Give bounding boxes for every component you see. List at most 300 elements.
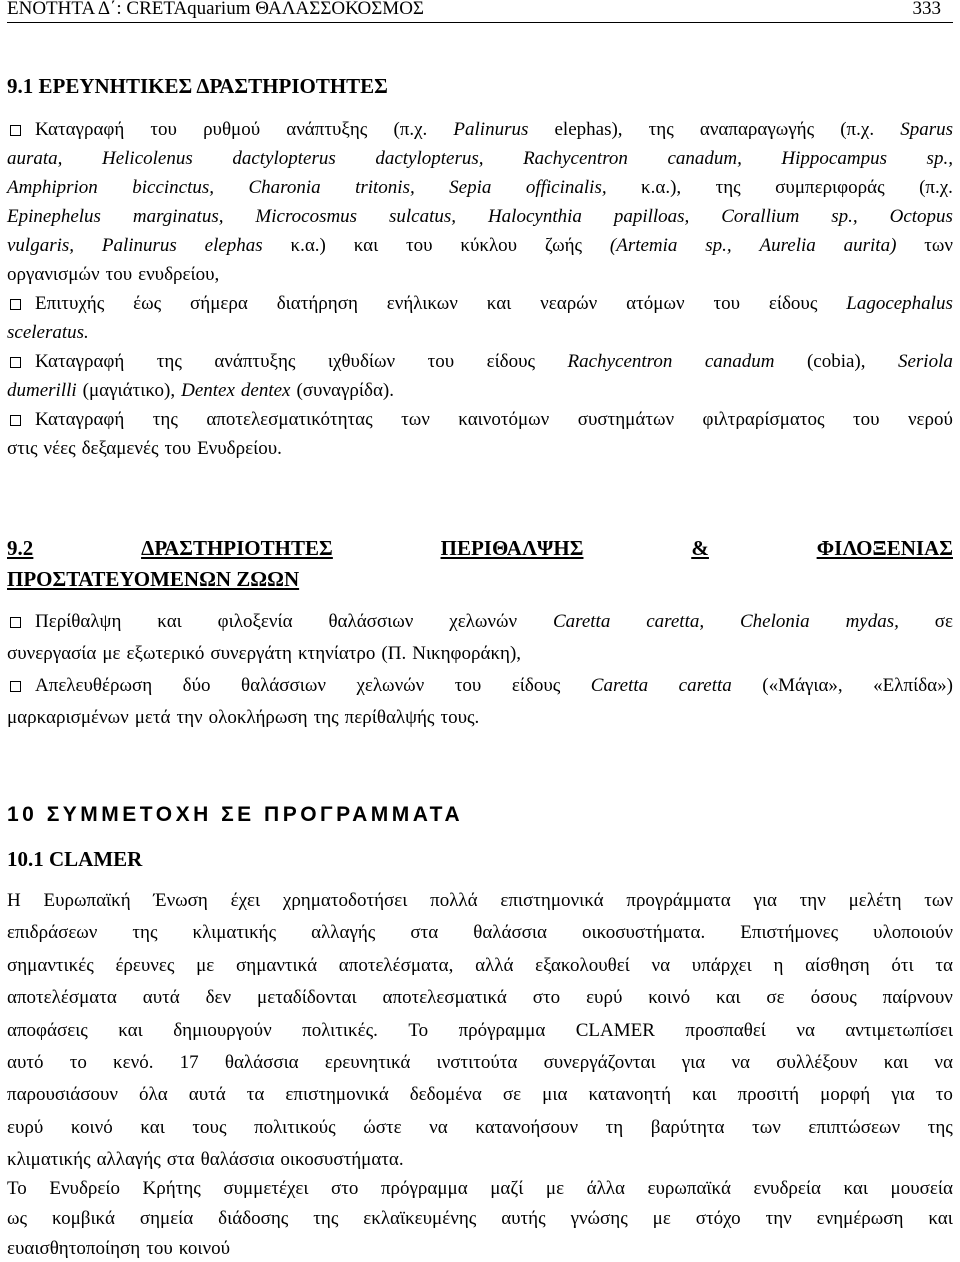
word: Rachycentron [523, 148, 628, 169]
word: πολλά [430, 890, 478, 911]
word: συνεργάτη [210, 643, 292, 664]
word: αποφάσεις [7, 1019, 88, 1041]
section-9-2-word-2: ΠΕΡΙΘΑΛΨΗΣ [440, 536, 584, 560]
checkbox-bullet-icon [10, 357, 21, 368]
text-line [7, 378, 953, 404]
word: ιχθυδίων [327, 351, 396, 372]
word: όσους [810, 987, 857, 1009]
word: μια [542, 1084, 568, 1106]
word: των [924, 235, 953, 256]
text-line [35, 609, 953, 635]
word: sp., [831, 206, 858, 227]
word: Επιστήμονες [740, 922, 839, 944]
section-9-1-title: 9.1 ΕΡΕΥΝΗΤΙΚΕΣ ΔΡΑΣΤΗΡΙΟΤΗΤΕΣ [7, 74, 388, 98]
word: sceleratus. [7, 322, 89, 343]
word: biccinctus, [132, 177, 215, 198]
word: προσιτή [737, 1084, 800, 1106]
word: καινοτόμων [458, 409, 550, 430]
text-line [7, 920, 953, 946]
word: της [313, 1207, 339, 1229]
word: χελωνών [356, 675, 425, 696]
text-line [7, 1115, 953, 1141]
word: (π.χ. [919, 177, 953, 198]
word: κύκλου [460, 235, 518, 256]
word: πρόγραμμα [380, 1177, 468, 1199]
word: μουσεία [890, 1177, 953, 1199]
word: επιπτώσεων [808, 1116, 901, 1138]
word: papilloas, [613, 206, 690, 227]
word: δύο [182, 675, 211, 696]
word: αλλά [475, 954, 514, 976]
word: dactylopterus [232, 148, 336, 169]
header-title: ΕΝΟΤΗΤΑ Δ΄: CRETAquarium ΘΑΛΑΣΣΟΚΟΣΜΟΣ [7, 0, 424, 19]
word: είδους [511, 675, 561, 696]
word: sp., [705, 235, 732, 256]
word: χρηματοδοτήσει [282, 890, 408, 911]
word: Caretta [552, 611, 611, 632]
word: τους [192, 1116, 227, 1138]
word: είδους [486, 351, 536, 372]
word: και [157, 611, 182, 632]
word: έχει [230, 890, 261, 911]
word: της [313, 707, 339, 728]
word: του [852, 409, 880, 430]
text-line [7, 175, 953, 201]
text-line [7, 146, 953, 172]
word: του [146, 1237, 173, 1259]
word: Corallium [721, 206, 800, 227]
word: Halocynthia [487, 206, 582, 227]
word: caretta [678, 675, 732, 696]
word: Chelonia [740, 611, 810, 632]
word: αποτελέσματα [7, 987, 117, 1009]
word: ότι [891, 954, 914, 976]
text-line [7, 262, 953, 288]
word: ως [7, 1207, 28, 1229]
word: CLAMER [575, 1019, 655, 1041]
text-line [7, 1147, 953, 1173]
word: να [651, 954, 671, 976]
word: για [681, 1052, 706, 1073]
word: Sparus [900, 119, 953, 140]
word: ευρύ [586, 987, 623, 1009]
text-line [35, 673, 953, 699]
word: συστημάτων [577, 409, 675, 430]
text-line [35, 349, 953, 375]
word: dactylopterus, [375, 148, 484, 169]
checkbox-bullet-icon [10, 681, 21, 692]
word: αυτό [7, 1052, 44, 1073]
checkbox-bullet-icon [10, 617, 21, 628]
word: για [891, 1084, 915, 1106]
word: ενημέρωση [816, 1207, 904, 1229]
word: caretta, [646, 611, 705, 632]
word: μελέτη [848, 890, 902, 911]
word: της [715, 177, 741, 198]
checkbox-bullet-icon [10, 125, 21, 136]
word: φιλτραρίσματος [702, 409, 825, 430]
word: χελωνών [449, 611, 518, 632]
text-line [7, 641, 953, 667]
word: πολιτικούς [254, 1116, 336, 1138]
section-10-1-title: 10.1 CLAMER [7, 847, 143, 871]
word: του [427, 351, 455, 372]
word: ανάπτυξης [286, 119, 368, 140]
word: κ.α.), [641, 177, 682, 198]
word: παίρνουν [882, 987, 953, 1009]
word: ινστιτούτα [436, 1052, 518, 1073]
word: (cobia), [806, 351, 866, 372]
word: στο [532, 987, 561, 1009]
word: Dentex [181, 380, 235, 401]
word: και [928, 1207, 953, 1229]
word: (Artemia [609, 235, 678, 256]
word: αυτής [501, 1207, 546, 1229]
section-9-2-title-line1 [7, 534, 953, 562]
word: σήμερα [190, 293, 248, 314]
word: και [716, 987, 741, 1009]
word: του [150, 119, 177, 140]
word: Charonia [248, 177, 321, 198]
word: νεαρών [540, 293, 598, 314]
word: και [118, 1019, 143, 1041]
word: διατήρηση [276, 293, 358, 314]
word: κτηνίατρο [297, 643, 376, 664]
word: θαλάσσιων [241, 675, 326, 696]
word: Helicolenus [102, 148, 193, 169]
word: και [140, 1116, 165, 1138]
word: Περίθαλψη [35, 611, 122, 632]
document-page [7, 0, 953, 1259]
page-number: 333 [912, 0, 941, 19]
word: στόχο [695, 1207, 741, 1229]
word: officinalis, [525, 177, 607, 198]
word: σημαντικά [236, 954, 318, 976]
word: αλλαγής [311, 922, 376, 944]
word: συνεργασία [7, 643, 97, 664]
word: με [652, 1207, 671, 1229]
word: (μαγιάτικο), [82, 380, 176, 401]
word: Lagocephalus [846, 293, 953, 314]
word: γνώσης [570, 1207, 628, 1229]
word: όλα [139, 1084, 168, 1106]
word: Το [408, 1019, 429, 1041]
word: το [69, 1052, 87, 1073]
word: στα [166, 1149, 195, 1171]
word: κλιματικής [192, 922, 277, 944]
word: περίθαλψής [344, 707, 435, 728]
word: Κρήτης [142, 1177, 201, 1199]
word: elephas), [554, 119, 623, 140]
word: διάδοσης [218, 1207, 289, 1229]
word: θαλάσσια [224, 1052, 299, 1073]
word: να [796, 1019, 815, 1041]
text-line [7, 953, 953, 979]
text-line [35, 407, 953, 433]
word: μεταδίδονται [257, 987, 357, 1009]
word: 17 [179, 1052, 199, 1073]
section-10-title: 10 ΣΥΜΜΕΤΟΧΗ ΣΕ ΠΡΟΓΡΑΜΜΑΤΑ [7, 803, 464, 826]
word: σε [766, 987, 785, 1009]
word: κομβικά [51, 1207, 115, 1229]
word: την [799, 890, 826, 911]
word: με [102, 643, 121, 664]
word: θαλάσσιων [328, 611, 414, 632]
word: μαρκαρισμένων [7, 707, 129, 728]
word: ρυθμού [203, 119, 261, 140]
word: η [773, 954, 784, 976]
word: υλοποιούν [873, 922, 953, 944]
word: κλιματικής [7, 1149, 91, 1171]
word: ανάπτυξης [214, 351, 296, 372]
word: ατόμων [626, 293, 685, 314]
word: των [752, 1116, 781, 1138]
word: μαζί [490, 1177, 524, 1199]
word: συμμετέχει [223, 1177, 309, 1199]
word: την [765, 1207, 792, 1229]
text-line [7, 1082, 953, 1108]
word: πολιτικές. [302, 1019, 378, 1041]
word: Ενυδρείο [49, 1177, 120, 1199]
word: κατανοητή [588, 1084, 672, 1106]
word: Καταγραφή [35, 409, 125, 430]
word: σημαντικές [7, 954, 94, 976]
word: ώστε [363, 1116, 402, 1138]
word: Seriola [897, 351, 953, 372]
word: Απελευθέρωση [35, 675, 153, 696]
word: μετά [134, 707, 171, 728]
word: της [927, 1116, 953, 1138]
word: Καταγραφή [35, 351, 125, 372]
word: ευρωπαϊκά [647, 1177, 731, 1199]
word: αλλαγής [96, 1149, 161, 1171]
word: της [132, 922, 158, 944]
word: κοινό [648, 987, 691, 1009]
word: κ.α.) [290, 235, 326, 256]
word: ενυδρεία [753, 1177, 821, 1199]
word: canadum [704, 351, 775, 372]
word: τη [605, 1116, 624, 1138]
word: στο [331, 1177, 359, 1199]
text-line [7, 1236, 953, 1262]
word: Καταγραφή [35, 119, 125, 140]
word: τα [246, 1084, 265, 1106]
word: dentex [240, 380, 291, 401]
word: της [156, 351, 182, 372]
word: Rachycentron [567, 351, 673, 372]
word: δημιουργούν [173, 1019, 272, 1041]
word: Caretta [590, 675, 649, 696]
word: του [105, 264, 133, 285]
word: της [648, 119, 674, 140]
word: Microcosmus [255, 206, 358, 227]
word: tritonis, [355, 177, 415, 198]
word: (π.χ. [840, 119, 875, 140]
word: του [454, 675, 482, 696]
text-line [7, 1206, 953, 1232]
word: αυτά [188, 1084, 226, 1106]
word: και [486, 293, 512, 314]
word: τα [935, 954, 953, 976]
word: συνεργάζονται [543, 1052, 656, 1073]
word: επιστημονικά [500, 890, 604, 911]
word: κενό. [113, 1052, 154, 1073]
word: mydas, [845, 611, 899, 632]
text-line [7, 436, 953, 462]
word: έρευνες [115, 954, 175, 976]
word: canadum, [667, 148, 742, 169]
running-header [7, 0, 953, 23]
word: Hippocampus [781, 148, 887, 169]
word: με [545, 1177, 565, 1199]
word: επιδράσεων [7, 922, 98, 944]
word: Ένωση [153, 890, 208, 911]
word: για [753, 890, 777, 911]
word: aurita) [843, 235, 897, 256]
word: Ευρωπαϊκή [43, 890, 131, 911]
word: σημεία [139, 1207, 194, 1229]
word: οικοσυστήματα. [582, 922, 706, 944]
word: dumerilli [7, 380, 77, 401]
section-9-2-word-3: ΦΙΛΟΞΕΝΙΑΣ [816, 536, 953, 560]
text-line [7, 233, 953, 259]
word: Νικηφοράκη), [412, 643, 522, 664]
word: Aurelia [759, 235, 816, 256]
word: «Ελπίδα») [873, 675, 953, 696]
word: υπάρχει [691, 954, 752, 976]
section-9-2-title-line2: ΠΡΟΣΤΑΤΕΥΟΜΕΝΩΝ ΖΩΩΝ [7, 567, 300, 591]
word: αναπαραγωγής [699, 119, 815, 140]
word: δεν [205, 987, 232, 1009]
word: την [176, 707, 203, 728]
word: ερευνητικά [324, 1052, 411, 1073]
word: να [429, 1116, 448, 1138]
word: οργανισμών [7, 264, 100, 285]
word: sulcatus, [389, 206, 457, 227]
word: (Π. [381, 643, 407, 664]
word: παρουσιάσουν [7, 1084, 118, 1106]
word: του [406, 235, 433, 256]
word: ενυδρείου, [138, 264, 220, 285]
section-9-2-word-1: ΔΡΑΣΤΗΡΙΟΤΗΤΕΣ [141, 536, 333, 560]
word: το [935, 1084, 953, 1106]
word: και [883, 1052, 909, 1073]
word: του [164, 438, 192, 459]
word: δεδομένα [409, 1084, 482, 1106]
word: θαλάσσια [473, 922, 547, 944]
word: Palinurus [453, 119, 529, 140]
text-line [7, 1050, 953, 1076]
word: προγράμματα [626, 890, 731, 911]
checkbox-bullet-icon [10, 415, 21, 426]
word: και [843, 1177, 868, 1199]
word: ενήλικων [386, 293, 458, 314]
word: Epinephelus [7, 206, 101, 227]
word: των [401, 409, 430, 430]
word: δεξαμενές [81, 438, 159, 459]
word: αίσθηση [805, 954, 870, 976]
text-line [7, 1176, 953, 1202]
word: αποτελέσματα, [338, 954, 454, 976]
word: Επιτυχής [35, 293, 105, 314]
word: βαρύτητα [650, 1116, 725, 1138]
text-line [7, 985, 953, 1011]
word: και [692, 1084, 717, 1106]
word: Amphiprion [7, 177, 98, 198]
word: της [152, 409, 178, 430]
word: Ενυδρείου. [197, 438, 282, 459]
word: ευαισθητοποίηση [7, 1237, 141, 1259]
word: κατανοήσουν [475, 1116, 579, 1138]
word: του [713, 293, 740, 314]
word: άλλα [586, 1177, 625, 1199]
word: aurata, [7, 148, 63, 169]
word: elephas [204, 235, 263, 256]
word: marginatus, [132, 206, 224, 227]
word: συλλέξουν [776, 1052, 858, 1073]
word: αντιμετωπίσει [845, 1019, 953, 1041]
word: έως [133, 293, 162, 314]
word: αυτά [142, 987, 180, 1009]
word: εκλαϊκευμένης [363, 1207, 477, 1229]
text-line [7, 204, 953, 230]
word: θαλάσσια [200, 1149, 275, 1171]
word: μορφή [820, 1084, 871, 1106]
text-line [7, 320, 953, 346]
word: αποτελεσματικά [382, 987, 507, 1009]
word: στα [410, 922, 439, 944]
word: (συναγρίδα). [296, 380, 394, 401]
word: εξωτερικό [126, 643, 205, 664]
text-line [7, 888, 953, 914]
word: να [731, 1052, 750, 1073]
word: ολοκλήρωση [208, 707, 308, 728]
word: σε [502, 1084, 522, 1106]
word: Το [7, 1177, 27, 1199]
word: ζωής [544, 235, 583, 256]
word: οικοσυστήματα. [280, 1149, 404, 1171]
word: επιστημονικά [285, 1084, 389, 1106]
word: πρόγραμμα [458, 1019, 546, 1041]
word: ευρύ [7, 1116, 44, 1138]
word: Η [7, 890, 21, 911]
word: σε [934, 611, 953, 632]
word: Sepia [449, 177, 492, 198]
word: νερού [907, 409, 953, 430]
word: προσπαθεί [685, 1019, 766, 1041]
word: είδους [768, 293, 818, 314]
word: («Μάγια», [762, 675, 843, 696]
word: sp., [926, 148, 953, 169]
word: εξακολουθεί [535, 954, 630, 976]
word: στις [7, 438, 38, 459]
text-line [35, 291, 953, 317]
word: τους. [440, 707, 480, 728]
word: vulgaris, [7, 235, 75, 256]
word: συμπεριφοράς [775, 177, 885, 198]
word: και [353, 235, 379, 256]
word: με [196, 954, 215, 976]
word: Palinurus [101, 235, 177, 256]
word: κοινού [178, 1237, 231, 1259]
word: (π.χ. [393, 119, 428, 140]
text-line [7, 1018, 953, 1044]
word: Octopus [889, 206, 953, 227]
text-line [35, 117, 953, 143]
section-9-2-ampersand: & [691, 536, 709, 560]
word: κοινό [70, 1116, 113, 1138]
word: να [934, 1052, 953, 1073]
